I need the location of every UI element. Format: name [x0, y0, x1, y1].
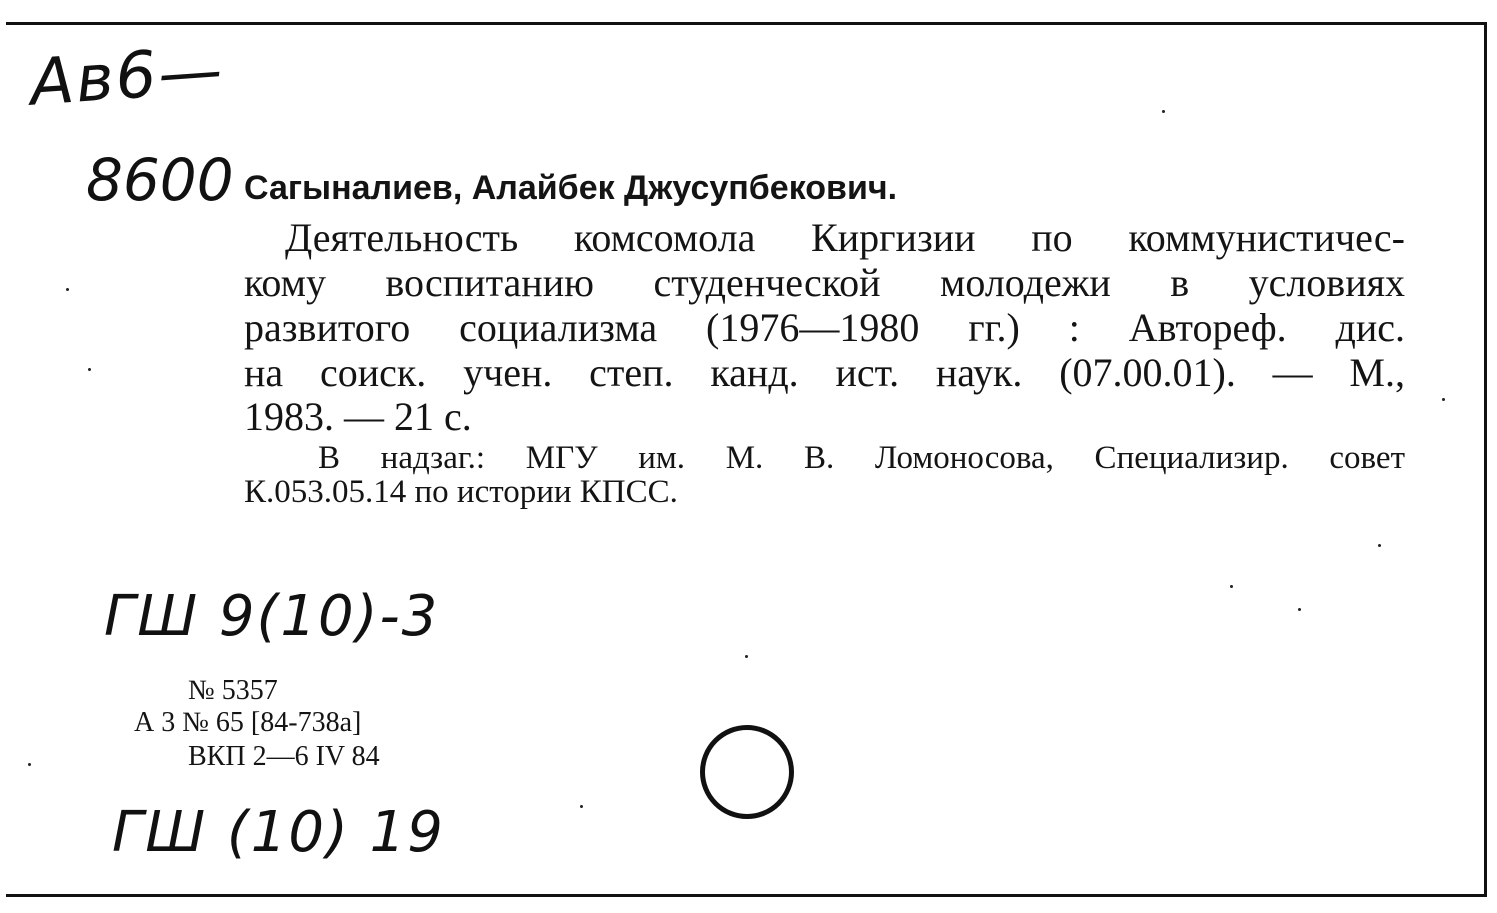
- scan-speck: [1442, 398, 1445, 401]
- title-line-2: кому воспитанию студенческой молодежи в условиях: [244, 260, 1405, 305]
- scan-speck: [1230, 585, 1233, 588]
- note-line-2: К.053.05.14 по истории КПСС.: [244, 474, 678, 510]
- scan-speck: [1162, 110, 1165, 113]
- scan-speck: [88, 368, 91, 371]
- stamp-code: А 3 № 65 [84-738а]: [134, 707, 362, 738]
- scan-speck: [28, 763, 31, 766]
- call-number-top: Ав6—: [27, 33, 227, 121]
- scan-speck: [745, 655, 748, 658]
- punch-hole-circle: [700, 725, 794, 819]
- scan-speck: [1378, 544, 1381, 547]
- note-line-1: В надзаг.: МГУ им. М. В. Ломоносова, Специализир. совет: [318, 440, 1405, 476]
- scan-speck: [66, 288, 69, 291]
- title-line-5: 1983. — 21 с.: [244, 394, 472, 439]
- title-line-1: Деятельность комсомола Киргизии по коммунистичес-: [285, 215, 1405, 260]
- author-heading: Сагыналиев, Алайбек Джусупбекович.: [244, 169, 898, 207]
- title-line-3: развитого социализма (1976—1980 гг.) : Автореф. дис.: [244, 305, 1405, 350]
- scan-speck: [580, 805, 583, 808]
- title-line-4: на соиск. учен. степ. канд. ист. наук. (07.00.01). — М.,: [244, 350, 1405, 395]
- scan-speck: [1298, 608, 1301, 611]
- shelf-mark-2: ГШ (10) 19: [112, 800, 445, 865]
- stamp-number: № 5357: [188, 675, 278, 706]
- call-number-num: 8600: [86, 146, 234, 214]
- stamp-vkp: ВКП 2—6 IV 84: [188, 741, 380, 772]
- shelf-mark-1: ГШ 9(10)-3: [104, 584, 440, 649]
